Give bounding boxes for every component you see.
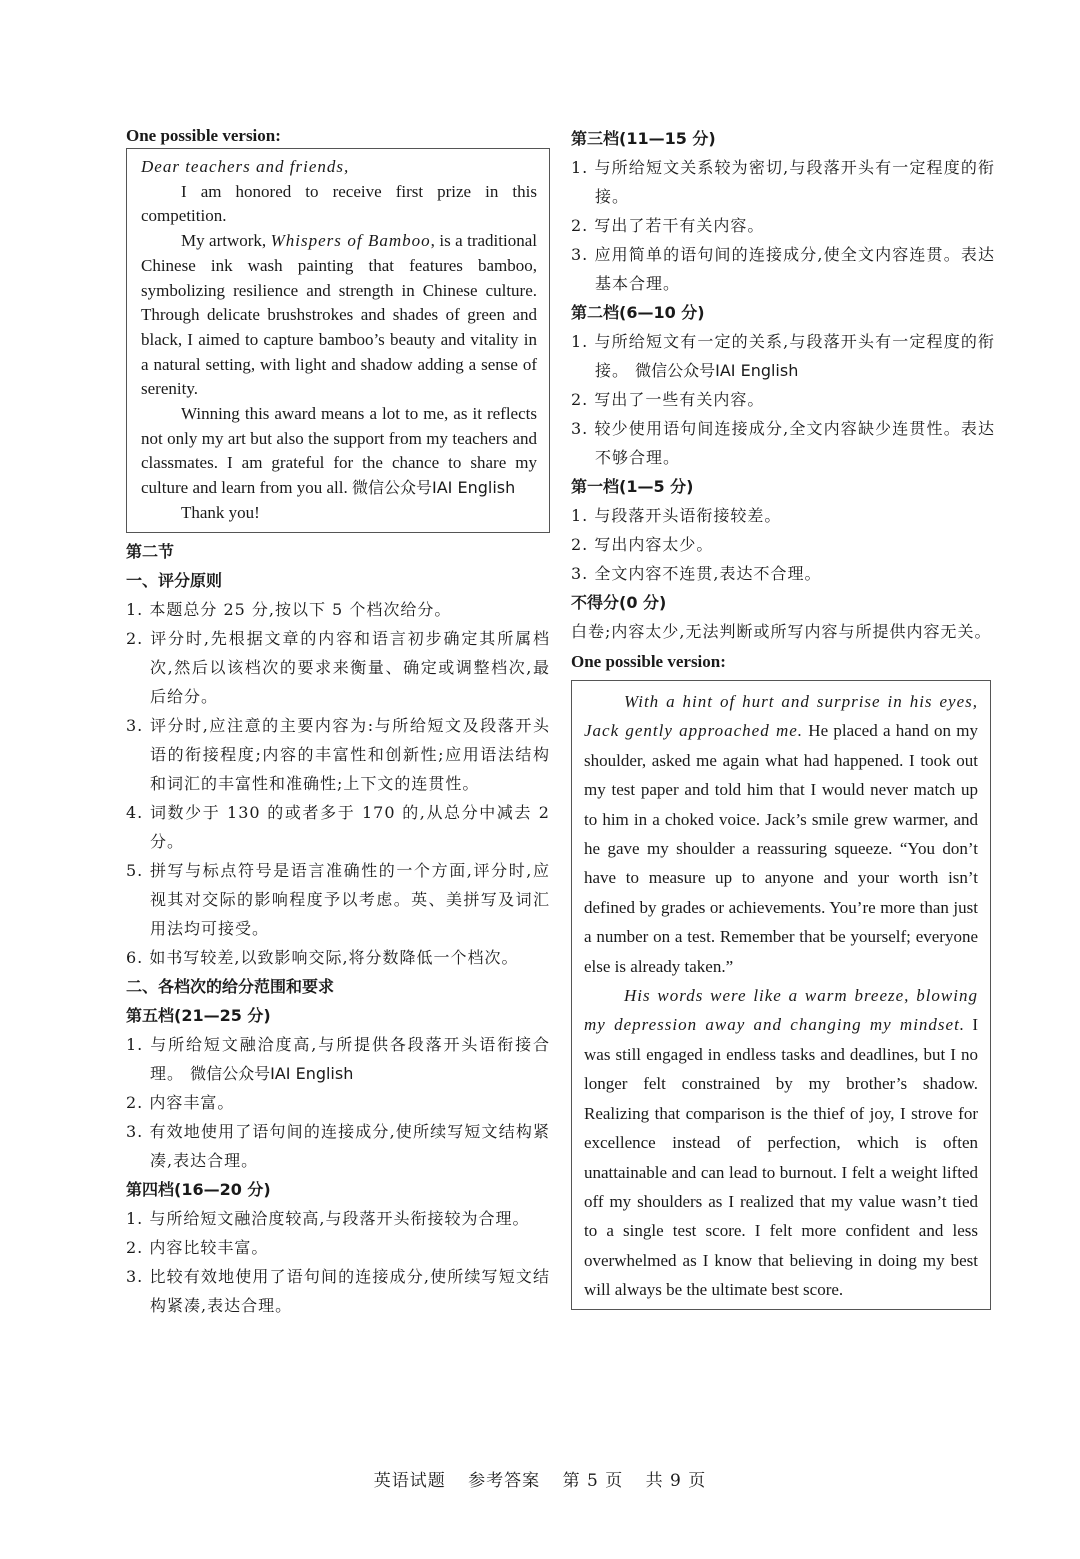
list-item: 3. 较少使用语句间连接成分,全文内容缺少连贯性。表达不够合理。 bbox=[571, 419, 995, 467]
list-item: 1. 与所给短文关系较为密切,与段落开头有一定程度的衔接。 bbox=[571, 158, 995, 206]
footer-subject: 英语试题 bbox=[373, 1471, 446, 1491]
footer-total: 共 9 页 bbox=[645, 1471, 707, 1491]
level0-text: 白卷;内容太少,无法判断或所写内容与所提供内容无关。 bbox=[571, 622, 992, 641]
list-item: 1. 与所给短文融洽度高,与所提供各段落开头语衔接合理。 微信公众号IAI English bbox=[126, 1034, 550, 1083]
list-item: 3. 有效地使用了语句间的连接成分,使所续写短文结构紧凑,表达合理。 bbox=[126, 1121, 550, 1170]
page-footer bbox=[0, 1466, 1080, 1491]
list-item: 3. 比较有效地使用了语句间的连接成分,使所续写短文结构紧凑,表达合理。 bbox=[126, 1266, 550, 1315]
list-item: 2. 写出了一些有关内容。 bbox=[571, 390, 765, 409]
letter-paragraph-2: My artwork, Whispers of Bamboo, is a traditional Chinese ink wash painting that features bamboo, symbolizing resilience and strength in Chinese culture. Through delicate brushstrokes and shades of green and black, I aimed to capture bamboo’s beauty and vitality in a natural setting, with light and shadow adding a sense of serenity. bbox=[141, 231, 537, 399]
level5-title: 第五档(21—25 分) bbox=[126, 1005, 271, 1025]
list-item: 2. 写出内容太少。 bbox=[571, 535, 714, 554]
section-title: 第二节 bbox=[126, 541, 175, 561]
list-item: 4. 词数少于 130 的或者多于 170 的,从总分中减去 2 分。 bbox=[126, 802, 550, 851]
level3-title: 第三档(11—15 分) bbox=[571, 129, 716, 148]
right-column bbox=[571, 124, 995, 1310]
list-item: 5. 拼写与标点符号是语言准确性的一个方面,评分时,应视其对交际的影响程度予以考虑。英、美拼写及词汇用法均可接受。 bbox=[126, 860, 550, 938]
list-item: 1. 与所给短文融洽度较高,与段落开头衔接较为合理。 bbox=[126, 1208, 530, 1228]
list-item: 2. 内容丰富。 bbox=[126, 1092, 235, 1112]
list-item: 2. 评分时,先根据文章的内容和语言初步确定其所属档次,然后以该档次的要求来衡量、确定或调整档次,最后给分。 bbox=[126, 628, 550, 706]
left-column bbox=[126, 124, 550, 1320]
footer-answer: 参考答案 bbox=[468, 1471, 541, 1491]
story-paragraph-2: His words were like a warm breeze, blowing my depression away and changing my mindset. I was still engaged in endless tasks and deadlines, but I no longer felt constrained by my brother’s shadow. Realizing that comparison is the thief of joy, I strove for excellence instead of perfection, which is often unattainable and can lead to burnout. I felt a weight lifted off my shoulders as I realized that my value wasn’t tied to a single test score. I felt more confident and less overwhelmed as I know that believing in doing my best will always be the ultimate best score. bbox=[584, 986, 978, 1300]
letter-salutation: Dear teachers and friends, bbox=[141, 157, 350, 176]
version-label: One possible version: bbox=[126, 126, 281, 145]
artwork-title: Whispers of Bamboo bbox=[270, 231, 431, 251]
level2-title: 第二档(6—10 分) bbox=[571, 303, 705, 322]
principles-list bbox=[126, 595, 550, 972]
list-item: 1. 与段落开头语衔接较差。 bbox=[571, 506, 782, 525]
version-label: One possible version: bbox=[571, 652, 726, 671]
watermark: 微信公众号IAI English bbox=[635, 361, 799, 380]
list-item: 6. 如书写较差,以致影响交际,将分数降低一个档次。 bbox=[126, 947, 519, 967]
level4-title: 第四档(16—20 分) bbox=[126, 1179, 271, 1199]
level1-title: 第一档(1—5 分) bbox=[571, 477, 694, 496]
list-item: 3. 评分时,应注意的主要内容为:与所给短文及段落开头语的衔接程度;内容的丰富性和创新性;应用语法结构和词汇的丰富性和准确性;上下文的连贯性。 bbox=[126, 715, 550, 793]
list-item: 3. 应用简单的语句间的连接成分,使全文内容连贯。表达基本合理。 bbox=[571, 245, 995, 293]
principles-title: 一、评分原则 bbox=[126, 570, 223, 590]
list-item: 1. 本题总分 25 分,按以下 5 个档次给分。 bbox=[126, 599, 452, 619]
levels-title: 二、各档次的给分范围和要求 bbox=[126, 976, 335, 996]
story-paragraph-1: With a hint of hurt and surprise in his eyes, Jack gently approached me. He placed a hand on my shoulder, asked me again what had happened. I took out my test paper and told him that I would never match up to him in a choked voice. Jack’s smile grew warmer, and he gave my shoulder a reassuring squeeze. “You don’t have to measure up to anyone and your worth isn’t defined by grades or achievements. You’re more than just a number on a test. Remember that be yourself; everyone else is already taken.” bbox=[584, 692, 978, 976]
letter-paragraph-3: Winning this award means a lot to me, as it reflects not only my art but also the support from my teachers and classmates. I am grateful for the chance to share my culture and learn from you all. 微信公众号IAI English bbox=[141, 404, 537, 498]
letter-closing: Thank you! bbox=[181, 502, 260, 522]
list-item: 3. 全文内容不连贯,表达不合理。 bbox=[571, 564, 822, 583]
list-item: 1. 与所给短文有一定的关系,与段落开头有一定程度的衔接。 微信公众号IAI English bbox=[571, 332, 995, 380]
watermark: 微信公众号IAI English bbox=[352, 478, 516, 498]
letter-paragraph-1: I am honored to receive first prize in this competition. bbox=[141, 181, 537, 226]
footer-page: 第 5 页 bbox=[562, 1471, 624, 1491]
letter-box bbox=[126, 148, 550, 533]
list-item: 2. 内容比较丰富。 bbox=[126, 1237, 269, 1257]
level0-title: 不得分(0 分) bbox=[571, 593, 667, 612]
list-item: 2. 写出了若干有关内容。 bbox=[571, 216, 765, 235]
story-box bbox=[571, 680, 991, 1310]
watermark: 微信公众号IAI English bbox=[190, 1063, 354, 1083]
